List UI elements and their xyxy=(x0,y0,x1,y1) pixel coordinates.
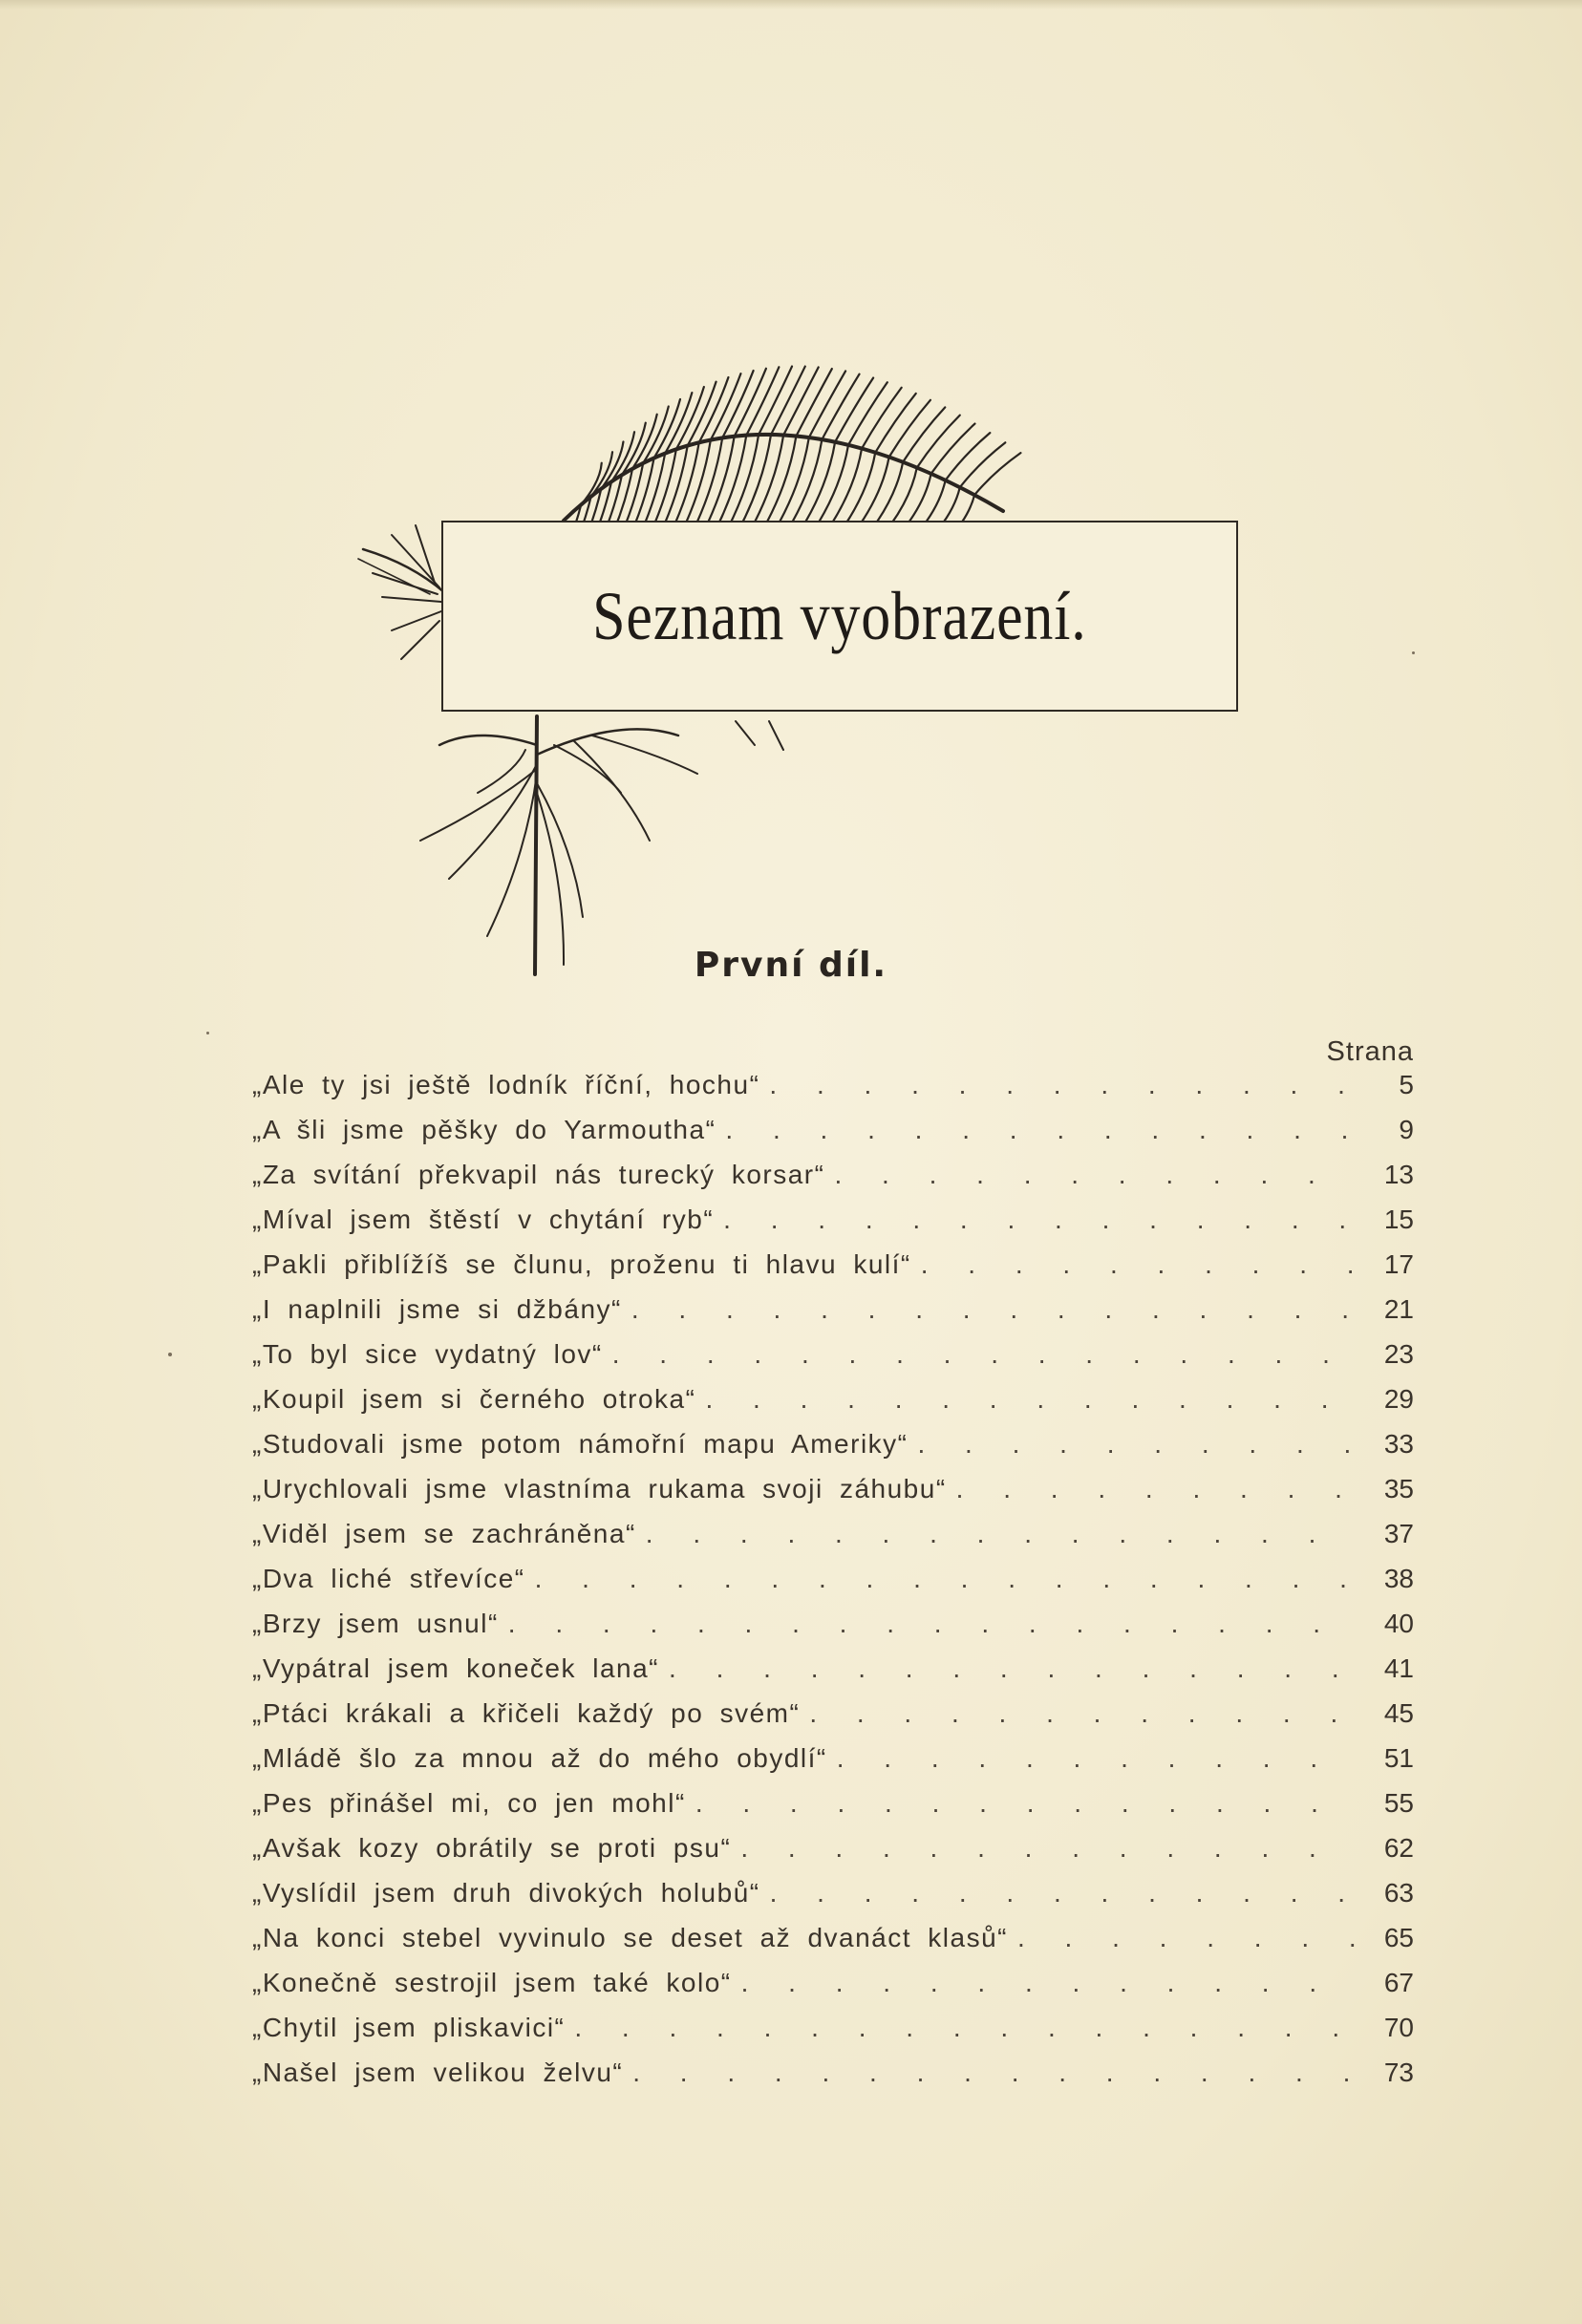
entry-title: „Vypátral jsem koneček lana“ xyxy=(252,1653,660,1683)
list-item xyxy=(252,1519,1414,1564)
dot-leader xyxy=(574,2013,1355,2043)
list-item xyxy=(252,1788,1414,1833)
entry-title: „Brzy jsem usnul“ xyxy=(252,1609,499,1638)
list-item xyxy=(252,1160,1414,1205)
entry-page-number: 41 xyxy=(1383,1653,1414,1683)
entry-page-number: 17 xyxy=(1383,1249,1414,1279)
entry-title: „Viděl jsem se zachráněna“ xyxy=(252,1519,636,1548)
list-item xyxy=(252,1564,1414,1609)
page-top-edge xyxy=(0,0,1582,10)
dot-leader xyxy=(809,1698,1355,1729)
entry-title: „Koupil jsem si černého otroka“ xyxy=(252,1384,696,1414)
list-item xyxy=(252,1609,1414,1653)
entry-title: „Míval jsem štěstí v chytání ryb“ xyxy=(252,1205,715,1234)
dot-leader xyxy=(956,1474,1355,1504)
dot-leader xyxy=(769,1070,1355,1100)
dot-leader xyxy=(695,1788,1355,1819)
dot-leader xyxy=(723,1205,1355,1235)
list-item xyxy=(252,1743,1414,1788)
entry-page-number: 21 xyxy=(1383,1294,1414,1324)
part-heading: První díl. xyxy=(694,946,888,985)
list-item xyxy=(252,1878,1414,1923)
dot-leader xyxy=(612,1339,1355,1370)
dot-leader xyxy=(631,1294,1355,1325)
entry-title: „A šli jsme pěšky do Yarmoutha“ xyxy=(252,1115,716,1144)
entry-page-number: 55 xyxy=(1383,1788,1414,1818)
list-item xyxy=(252,1429,1414,1474)
list-item xyxy=(252,1968,1414,2013)
dot-leader xyxy=(740,1833,1355,1864)
entry-title: „Chytil jsem pliskavici“ xyxy=(252,2013,566,2042)
entry-title: „I naplnili jsme si džbány“ xyxy=(252,1294,622,1324)
dot-leader xyxy=(834,1160,1355,1190)
entry-page-number: 15 xyxy=(1383,1205,1414,1234)
entry-page-number: 63 xyxy=(1383,1878,1414,1908)
entry-title: „Konečně sestrojil jsem také kolo“ xyxy=(252,1968,732,1997)
dot-leader xyxy=(770,1878,1355,1908)
entry-title: „Za svítání překvapil nás turecký korsar“ xyxy=(252,1160,825,1189)
entry-page-number: 5 xyxy=(1399,1070,1414,1099)
list-item xyxy=(252,1249,1414,1294)
entry-title: „Našel jsem velikou želvu“ xyxy=(252,2057,624,2087)
entry-title: „Urychlovali jsme vlastníma rukama svoji záhubu“ xyxy=(252,1474,947,1503)
entry-page-number: 13 xyxy=(1383,1160,1414,1189)
list-item xyxy=(252,1070,1414,1115)
entry-page-number: 67 xyxy=(1383,1968,1414,1997)
page-title: Seznam vyobrazení. xyxy=(592,577,1087,654)
paper-speck xyxy=(168,1353,172,1356)
entry-page-number: 37 xyxy=(1383,1519,1414,1548)
dot-leader xyxy=(705,1384,1355,1415)
entry-page-number: 45 xyxy=(1383,1698,1414,1728)
entry-page-number: 9 xyxy=(1399,1115,1414,1144)
dot-leader xyxy=(508,1609,1355,1639)
dot-leader xyxy=(837,1743,1355,1774)
dot-leader xyxy=(535,1564,1355,1594)
entry-page-number: 23 xyxy=(1383,1339,1414,1369)
entry-page-number: 29 xyxy=(1383,1384,1414,1414)
list-item xyxy=(252,2013,1414,2057)
entry-page-number: 70 xyxy=(1383,2013,1414,2042)
list-item xyxy=(252,1339,1414,1384)
list-item xyxy=(252,2057,1414,2102)
list-item xyxy=(252,1294,1414,1339)
paper-speck xyxy=(1412,651,1415,654)
entry-page-number: 33 xyxy=(1383,1429,1414,1459)
list-item xyxy=(252,1474,1414,1519)
dot-leader xyxy=(669,1653,1355,1684)
list-item xyxy=(252,1833,1414,1878)
entry-title: „Mládě šlo za mnou až do mého obydlí“ xyxy=(252,1743,827,1773)
dot-leader xyxy=(646,1519,1355,1549)
page-column-header: Strana xyxy=(1326,1036,1414,1067)
dot-leader xyxy=(918,1429,1356,1460)
dot-leader xyxy=(741,1968,1355,1998)
entry-page-number: 35 xyxy=(1383,1474,1414,1503)
entry-title: „Vyslídil jsem druh divokých holubů“ xyxy=(252,1878,760,1908)
dot-leader xyxy=(921,1249,1355,1280)
list-item xyxy=(252,1205,1414,1249)
list-item xyxy=(252,1923,1414,1968)
entry-title: „Ale ty jsi ještě lodník říční, hochu“ xyxy=(252,1070,760,1099)
entry-page-number: 40 xyxy=(1383,1609,1414,1638)
dot-leader xyxy=(725,1115,1355,1145)
list-item xyxy=(252,1384,1414,1429)
paper-speck xyxy=(206,1032,209,1034)
illustrations-list xyxy=(252,1070,1414,2102)
entry-page-number: 62 xyxy=(1383,1833,1414,1863)
entry-title: „To byl sice vydatný lov“ xyxy=(252,1339,603,1369)
list-item xyxy=(252,1698,1414,1743)
entry-page-number: 38 xyxy=(1383,1564,1414,1593)
entry-title: „Pakli přiblížíš se člunu, proženu ti hlavu kulí“ xyxy=(252,1249,911,1279)
list-item xyxy=(252,1115,1414,1160)
dot-leader xyxy=(632,2057,1355,2088)
entry-title: „Pes přinášel mi, co jen mohl“ xyxy=(252,1788,686,1818)
entry-page-number: 73 xyxy=(1383,2057,1414,2087)
entry-page-number: 51 xyxy=(1383,1743,1414,1773)
title-box xyxy=(441,521,1238,712)
entry-title: „Avšak kozy obrátily se proti psu“ xyxy=(252,1833,732,1863)
entry-title: „Studovali jsme potom námořní mapu Ameriky“ xyxy=(252,1429,909,1459)
entry-title: „Dva liché střevíce“ xyxy=(252,1564,525,1593)
dot-leader xyxy=(1017,1923,1355,1953)
entry-title: „Na konci stebel vyvinulo se deset až dvanáct klasů“ xyxy=(252,1923,1008,1952)
entry-page-number: 65 xyxy=(1383,1923,1414,1952)
entry-title: „Ptáci krákali a křičeli každý po svém“ xyxy=(252,1698,801,1728)
list-item xyxy=(252,1653,1414,1698)
